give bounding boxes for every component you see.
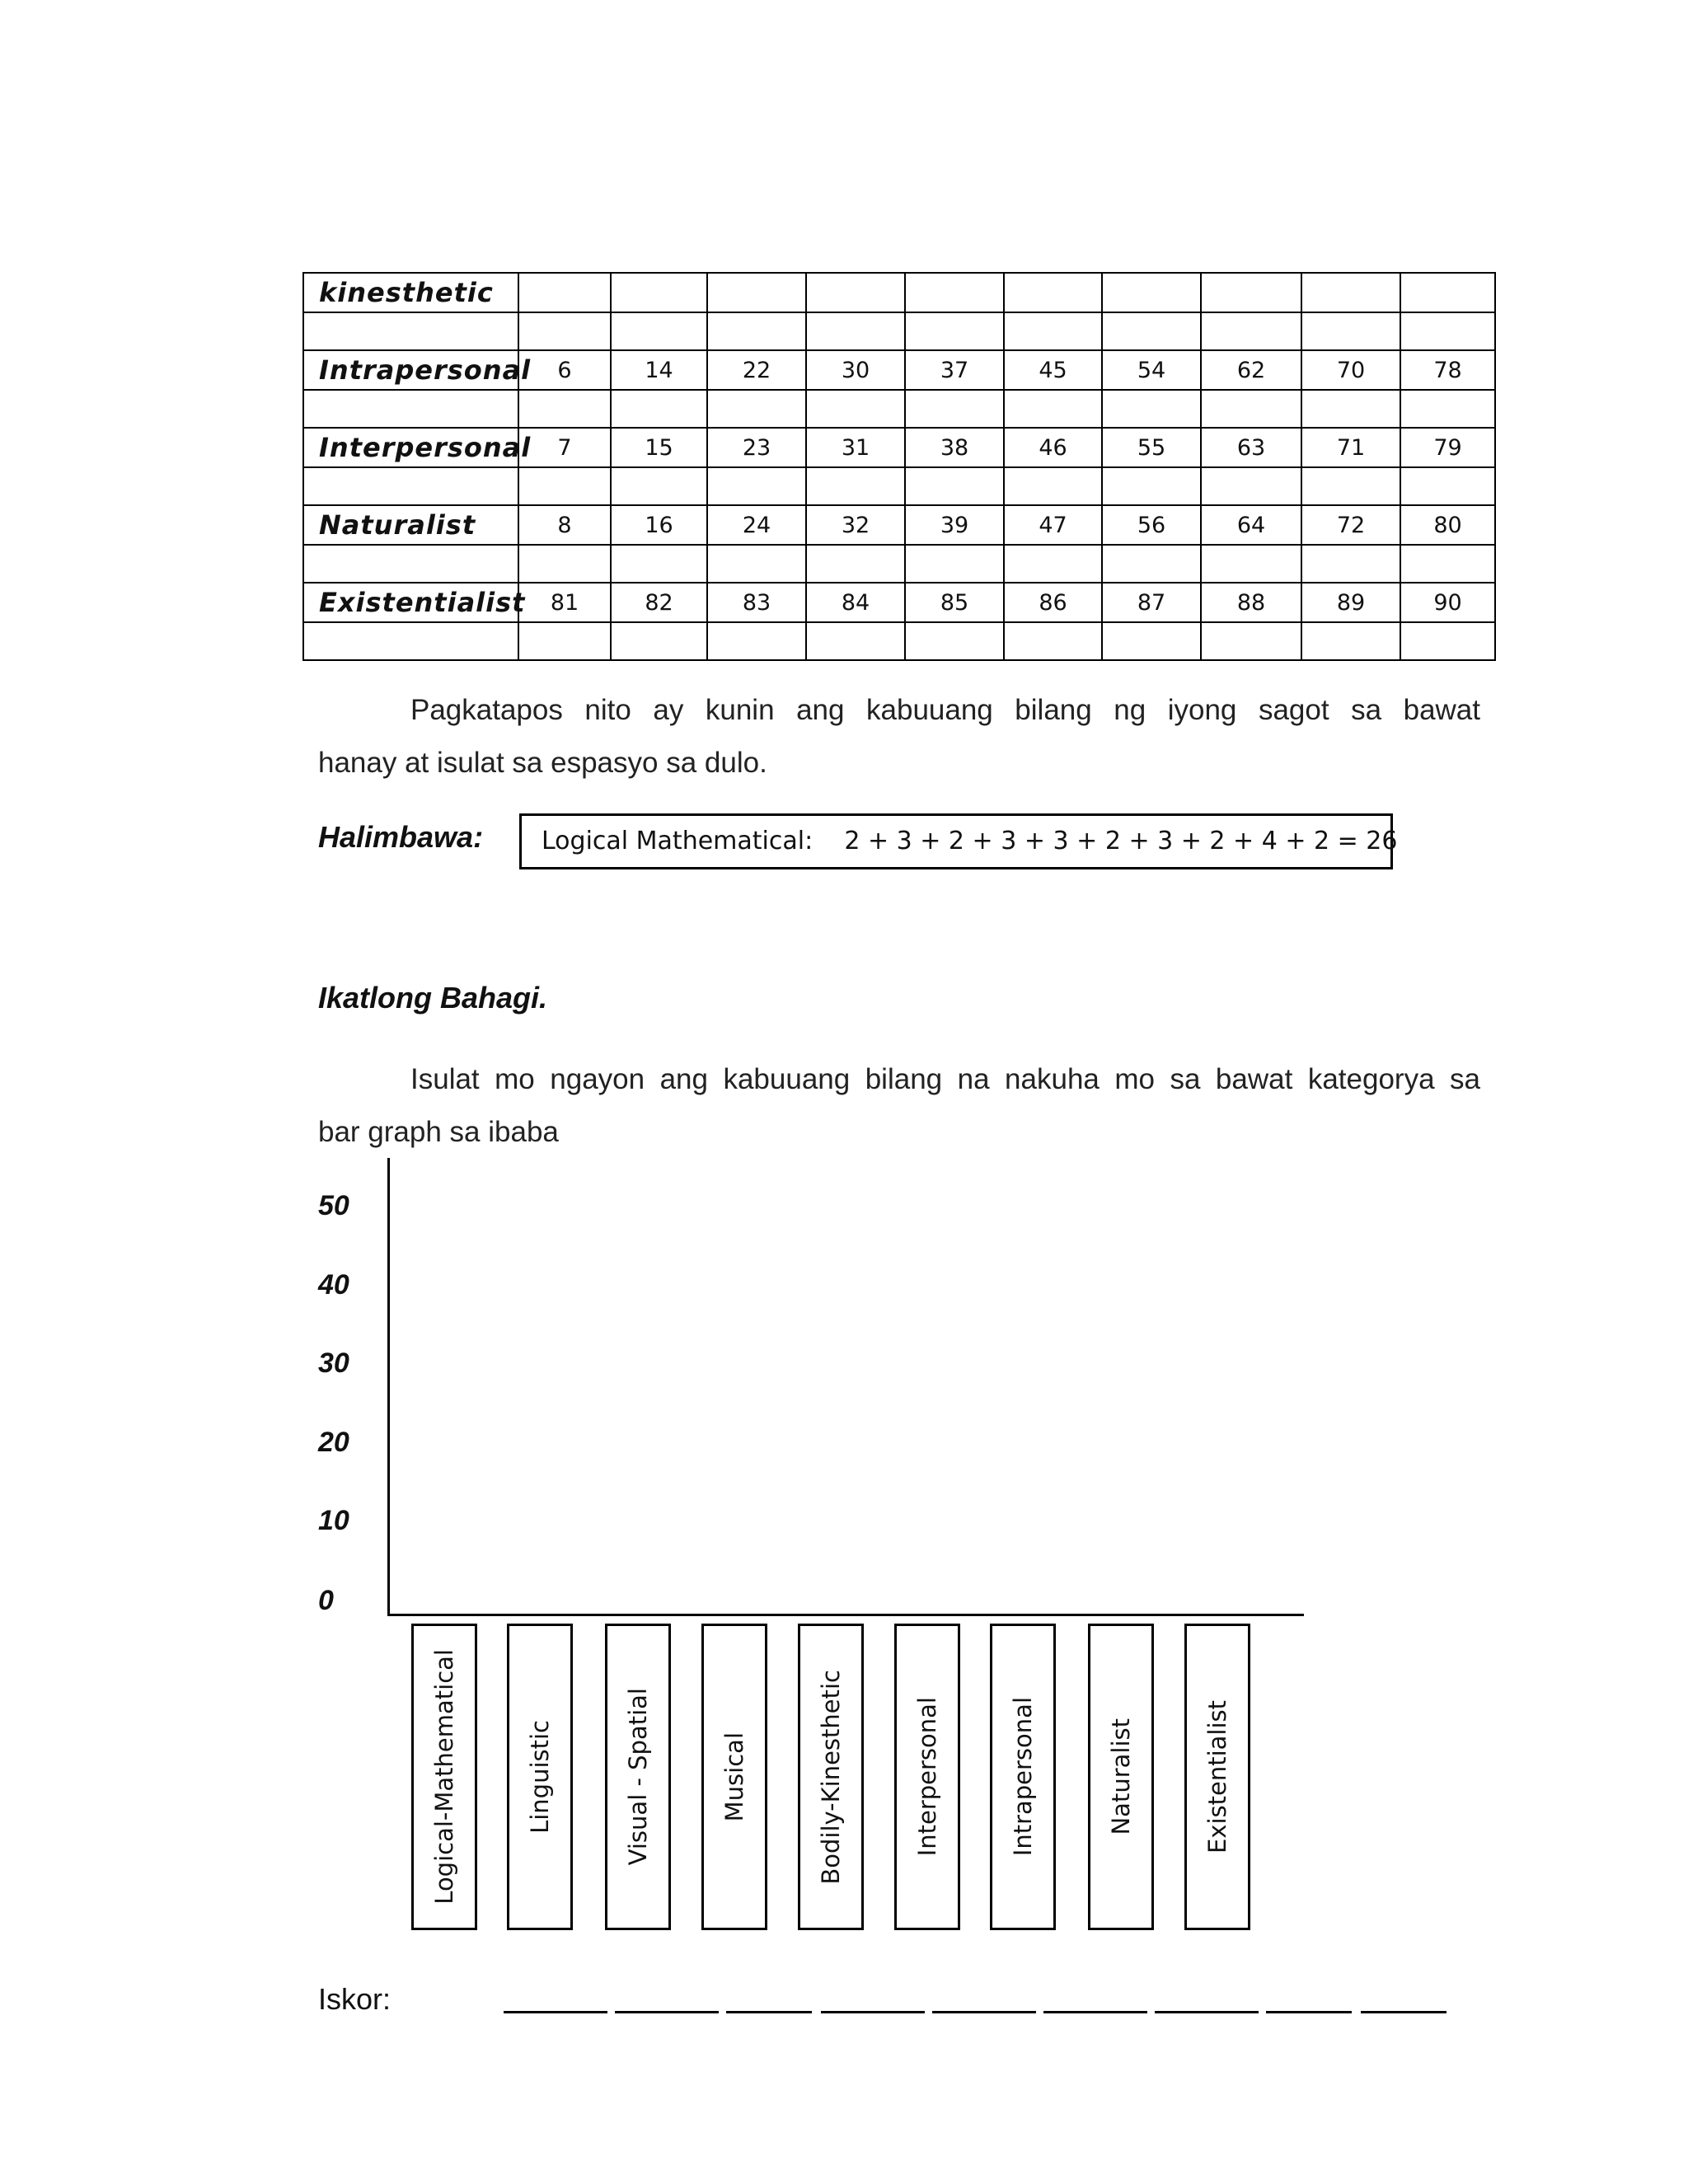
category-label: Linguistic [526,1720,554,1834]
category-label: Visual - Spatial [624,1688,652,1866]
question-number-cell [1004,273,1102,312]
answer-cell[interactable] [905,312,1004,350]
category-label: Naturalist [1107,1718,1135,1835]
category-cell: Existentialist [303,583,518,622]
score-blank[interactable] [1266,2011,1352,2013]
table-row [303,350,1495,390]
answer-cell[interactable] [1004,622,1102,660]
question-number-cell [518,273,611,312]
question-number-cell: 32 [806,505,905,545]
answer-cell[interactable] [806,545,905,583]
y-tick-label: 30 [318,1347,349,1379]
question-number-cell: 45 [1004,350,1102,390]
answer-cell[interactable] [1004,545,1102,583]
category-box-visual-spatial [605,1624,671,1930]
blank-cell [303,622,518,660]
category-box-logical-mathematical [411,1624,477,1930]
answer-cell[interactable] [905,545,1004,583]
question-number-cell: 80 [1400,505,1495,545]
answer-cell[interactable] [707,622,806,660]
answer-cell[interactable] [518,390,611,428]
answer-table [302,272,1496,661]
question-number-cell: 47 [1004,505,1102,545]
answer-cell[interactable] [1201,390,1301,428]
question-number-cell: 89 [1301,583,1400,622]
question-number-cell: 56 [1102,505,1201,545]
answer-cell[interactable] [518,312,611,350]
example-box: Logical Mathematical: 2 + 3 + 2 + 3 + 3 + 2 + 3 + 2 + 4 + 2 = 26 [519,813,1393,869]
answer-cell[interactable] [1102,545,1201,583]
question-number-cell [1102,273,1201,312]
question-number-cell [1201,273,1301,312]
answer-cell[interactable] [707,545,806,583]
answer-cell[interactable] [806,312,905,350]
category-box-bodily-kinesthetic [798,1624,864,1930]
question-number-cell: 46 [1004,428,1102,467]
score-blank[interactable] [1043,2011,1147,2013]
question-number-cell [905,273,1004,312]
question-number-cell: 83 [707,583,806,622]
answer-cell[interactable] [905,390,1004,428]
question-number-cell: 15 [611,428,707,467]
question-number-cell: 72 [1301,505,1400,545]
question-number-cell: 82 [611,583,707,622]
answer-cell[interactable] [1102,312,1201,350]
question-number-cell: 54 [1102,350,1201,390]
answer-cell[interactable] [1400,622,1495,660]
answer-cell[interactable] [1004,312,1102,350]
score-blank[interactable] [1361,2011,1447,2013]
part3-line-1: Isulat mo ngayon ang kabuuang bilang na nakuha mo sa bawat kategorya sa [410,1063,1480,1095]
table-row [303,428,1495,467]
category-label: Logical-Mathematical [430,1649,458,1905]
question-number-cell: 86 [1004,583,1102,622]
instruction-line-2: hanay at isulat sa espasyo sa dulo. [318,747,767,779]
category-label: Existentialist [1203,1699,1231,1854]
answer-cell[interactable] [707,390,806,428]
category-label: Interpersonal [913,1697,941,1857]
blank-cell [303,467,518,505]
answer-cell[interactable] [1102,467,1201,505]
answer-cell[interactable] [518,622,611,660]
answer-cell[interactable] [1400,545,1495,583]
answer-cell[interactable] [611,622,707,660]
question-number-cell: 90 [1400,583,1495,622]
answer-cell[interactable] [518,467,611,505]
table-row [303,273,1495,312]
x-axis [387,1614,1304,1616]
score-blank[interactable] [932,2011,1036,2013]
y-tick-label: 40 [318,1269,349,1301]
answer-cell[interactable] [611,545,707,583]
answer-cell[interactable] [905,622,1004,660]
answer-cell[interactable] [806,390,905,428]
y-tick-label: 0 [318,1585,334,1616]
blank-cell [303,312,518,350]
question-number-cell: 81 [518,583,611,622]
answer-cell[interactable] [1102,622,1201,660]
answer-cell[interactable] [1400,312,1495,350]
score-blank[interactable] [504,2011,607,2013]
question-number-cell: 38 [905,428,1004,467]
question-number-cell: 64 [1201,505,1301,545]
question-number-cell: 79 [1400,428,1495,467]
category-box-existentialist [1184,1624,1250,1930]
blank-cell [303,390,518,428]
question-number-cell [707,273,806,312]
category-box-intrapersonal [990,1624,1056,1930]
table-row [303,583,1495,622]
answer-cell[interactable] [707,312,806,350]
category-cell: Naturalist [303,505,518,545]
category-box-musical [701,1624,767,1930]
question-number-cell: 63 [1201,428,1301,467]
answer-row [303,467,1495,505]
y-tick-label: 50 [318,1190,349,1221]
category-cell: Intrapersonal [303,350,518,390]
answer-cell[interactable] [611,467,707,505]
question-number-cell: 71 [1301,428,1400,467]
answer-cell[interactable] [1301,545,1400,583]
question-number-cell: 7 [518,428,611,467]
answer-cell[interactable] [518,545,611,583]
answer-cell[interactable] [1201,467,1301,505]
answer-row [303,545,1495,583]
answer-cell[interactable] [1102,390,1201,428]
answer-cell[interactable] [1201,545,1301,583]
answer-cell[interactable] [1301,312,1400,350]
question-number-cell: 24 [707,505,806,545]
category-label: Bodily-Kinesthetic [817,1669,845,1885]
question-number-cell: 23 [707,428,806,467]
question-number-cell: 14 [611,350,707,390]
table-row [303,505,1495,545]
category-cell: kinesthetic [303,273,518,312]
question-number-cell [1400,273,1495,312]
score-label: Iskor: [318,1982,392,2016]
answer-cell[interactable] [707,467,806,505]
question-number-cell [1301,273,1400,312]
answer-cell[interactable] [1400,390,1495,428]
answer-cell[interactable] [806,467,905,505]
question-number-cell: 8 [518,505,611,545]
answer-row [303,622,1495,660]
score-blank[interactable] [615,2011,719,2013]
answer-cell[interactable] [1301,622,1400,660]
part3-line-2: bar graph sa ibaba [318,1116,559,1148]
question-number-cell: 22 [707,350,806,390]
answer-row [303,390,1495,428]
question-number-cell: 30 [806,350,905,390]
blank-cell [303,545,518,583]
score-blank[interactable] [821,2011,925,2013]
answer-cell[interactable] [806,622,905,660]
question-number-cell: 84 [806,583,905,622]
category-box-naturalist [1088,1624,1154,1930]
answer-cell[interactable] [905,467,1004,505]
answer-cell[interactable] [1004,390,1102,428]
category-box-interpersonal [894,1624,960,1930]
question-number-cell: 85 [905,583,1004,622]
question-number-cell [611,273,707,312]
question-number-cell: 16 [611,505,707,545]
answer-cell[interactable] [1201,622,1301,660]
question-number-cell: 62 [1201,350,1301,390]
score-blank[interactable] [726,2011,812,2013]
category-cell: Interpersonal [303,428,518,467]
question-number-cell: 55 [1102,428,1201,467]
question-number-cell: 39 [905,505,1004,545]
y-axis [387,1158,390,1616]
category-label: Musical [720,1732,748,1822]
question-number-cell: 88 [1201,583,1301,622]
y-tick-label: 10 [318,1505,349,1536]
answer-cell[interactable] [1301,467,1400,505]
answer-cell[interactable] [1004,467,1102,505]
answer-cell[interactable] [611,312,707,350]
question-number-cell: 6 [518,350,611,390]
question-number-cell: 87 [1102,583,1201,622]
question-number-cell: 78 [1400,350,1495,390]
answer-row [303,312,1495,350]
question-number-cell: 70 [1301,350,1400,390]
answer-cell[interactable] [1301,390,1400,428]
question-number-cell: 37 [905,350,1004,390]
instruction-line-1: Pagkatapos nito ay kunin ang kabuuang bilang ng iyong sagot sa bawat [410,694,1480,726]
category-label: Intrapersonal [1009,1697,1037,1857]
answer-cell[interactable] [1201,312,1301,350]
section-heading: Ikatlong Bahagi. [318,981,548,1015]
question-number-cell [806,273,905,312]
y-tick-label: 20 [318,1427,349,1458]
category-box-linguistic [507,1624,573,1930]
example-label: Halimbawa: [318,820,484,854]
score-blank[interactable] [1155,2011,1259,2013]
question-number-cell: 31 [806,428,905,467]
answer-cell[interactable] [611,390,707,428]
answer-cell[interactable] [1400,467,1495,505]
